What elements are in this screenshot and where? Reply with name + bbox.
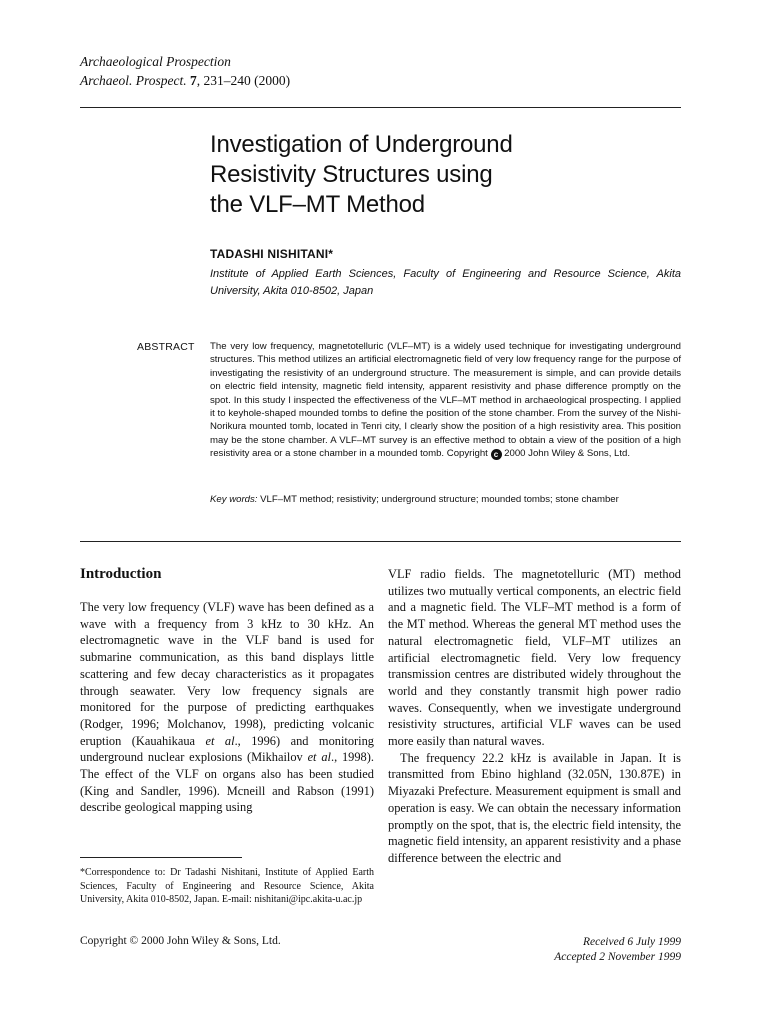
abstract-body: The very low frequency, magnetotelluric (VLF–MT) is a widely used technique for investigating underground structures. This method utilizes an artificial electromagnetic field of very low frequency range for the purpose of investigating the resistivity of an underground structure. The measurement is simple, and can provide details on electric field intensity, magnetic field intensity, apparent resistivity and phase difference promptly on the spot. In this study I inspected the effectiveness of the VLF–MT method in archaeological prospecting. I applied it to keyhole-shaped mounded tombs to define the position of the stone chamber. From the survey of the Nishi-Norikura mounted tomb, located in Tenri city, I clearly show the position of a high resistivity area. This position may be the stone chamber. A VLF–MT survey is an effective method to obtain a view of the position of a high resistivity area or a stone chamber in a mounded tomb. Copyright xyxy=(210,341,681,460)
etal-1: et al xyxy=(205,733,235,748)
title-line-3: the VLF–MT Method xyxy=(210,191,425,218)
footnote-rule xyxy=(80,857,242,858)
journal-pages: , 231–240 (2000) xyxy=(196,73,291,88)
author-name: TADASHI NISHITANI* xyxy=(210,247,334,261)
journal-header xyxy=(80,52,290,90)
paper-title xyxy=(210,130,680,220)
journal-citation xyxy=(80,71,290,90)
keywords-text: VLF–MT method; resistivity; underground structure; mounded tombs; stone chamber xyxy=(260,494,619,505)
abstract-copyright: 2000 John Wiley & Sons, Ltd. xyxy=(504,448,631,460)
journal-name: Archaeological Prospection xyxy=(80,54,231,69)
received-date: Received 6 July 1999 xyxy=(582,936,681,948)
accepted-date: Accepted 2 November 1999 xyxy=(554,951,681,963)
copyright-icon: c xyxy=(491,449,502,460)
intro-paragraph-3: The frequency 22.2 kHz is available in Japan. It is transmitted from Ebino highland (32.05N, 130.87E) in Miyazaki Prefecture. Measurement equipment is small and operation is easy. We can obtain the necessary information promptly on the spot, that is, the electric field intensity, the magnetic field intensity, an apparent resistivity and a phase difference between the electric and xyxy=(388,750,681,865)
title-line-1: Investigation of Underground xyxy=(210,131,513,158)
column-left xyxy=(80,599,374,816)
section-rule xyxy=(80,541,681,542)
journal-abbrev: Archaeol. Prospect. xyxy=(80,73,187,88)
intro-paragraph-1: The very low frequency (VLF) wave has been defined as a wave with a frequency from 3 kHz to 30 kHz. An electromagnetic wave in the VLF band is used for submarine communication, as this band displays little scattering and few decay characteristics as it propagates through seawater. Very low frequency signals are monitored for the purpose of predicting earthquakes (Rodger, 1996; Molchanov, 1998), predicting volcanic eruption (Kauahikaua et al., 1996) and monitoring underground nuclear explosions (Mikhailov et al., 1998). The effect of the VLF on organs also has been studied (King and Sandler, 1996). Mcneill and Rabson (1991) describe geological mapping using xyxy=(80,600,374,815)
title-line-2: Resistivity Structures using xyxy=(210,161,493,188)
introduction-heading: Introduction xyxy=(80,566,162,582)
abstract-text xyxy=(210,340,681,461)
footer-dates xyxy=(480,935,681,965)
footer-copyright: Copyright © 2000 John Wiley & Sons, Ltd. xyxy=(80,935,281,947)
abstract-label: ABSTRACT xyxy=(137,341,195,353)
intro-paragraph-2: VLF radio fields. The magnetotelluric (MT) method utilizes two mutually vertical components, an electric field and a magnetic field. The VLF–MT method is a form of the MT method. Whereas the general MT method uses the natural electromagnetic field, VLF–MT utilizes an artificial electromagnetic field. Very low frequency transmission centres are distributed widely throughout the world and they constantly transmit high power radio waves. Consequently, when we investigate underground resistivity structures, artificial VLF waves can be used more easily than natural waves. xyxy=(388,567,681,749)
journal-volume: 7 xyxy=(189,73,197,88)
correspondence-footnote: *Correspondence to: Dr Tadashi Nishitani, Institute of Applied Earth Sciences, Faculty of Engineering and Resource Science, Akita University, Akita 010-8502, Japan. E-mail: nishitani@ipc.akita-u.ac.jp xyxy=(80,867,374,906)
keywords xyxy=(210,493,681,506)
author-affiliation: Institute of Applied Earth Sciences, Faculty of Engineering and Resource Science, Akita University, Akita 010-8502, Japan xyxy=(210,268,681,297)
etal-2: et al xyxy=(307,750,331,765)
column-right xyxy=(388,566,681,867)
header-rule xyxy=(80,107,681,108)
keywords-label: Key words: xyxy=(210,494,258,505)
